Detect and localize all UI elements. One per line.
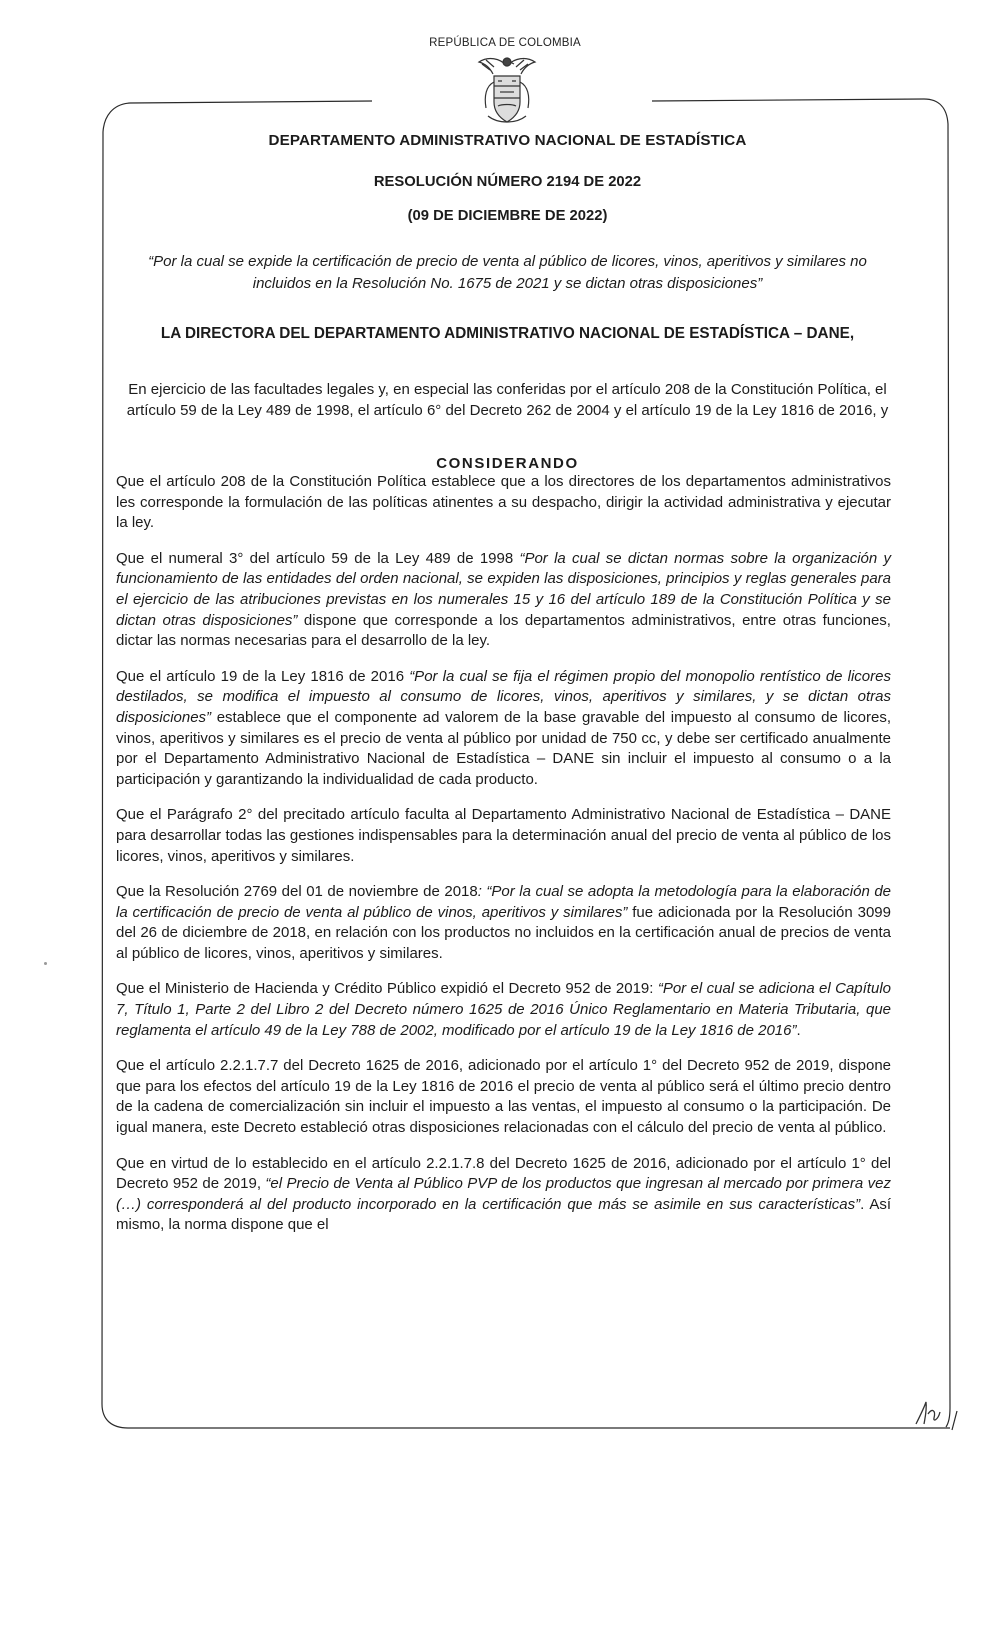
scan-speck bbox=[44, 962, 47, 965]
consideration-paragraph: Que el artículo 19 de la Ley 1816 de 2016 “Por la cual se fija el régimen propio del monopolio rentístico de licores destilados, se modifica el impuesto al consumo de licores, vinos, aperitivos y similares, y se dictan otras disposiciones” establece que el componente ad valorem de la base gravable del impuesto al consumo de licores, vinos, aperitivos y similares es el precio de venta al público por unidad de 750 cc, y debe ser certificado anualmente por el Departamento Administrativo Nacional de Estadística – DANE sin incluir el impuesto al consumo o a la participación y garantizando la individualidad de cada producto. bbox=[116, 667, 891, 788]
director-heading: LA DIRECTORA DEL DEPARTAMENTO ADMINISTRATIVO NACIONAL DE ESTADÍSTICA – DANE, bbox=[160, 325, 855, 343]
resolution-number: RESOLUCIÓN NÚMERO 2194 DE 2022 bbox=[373, 174, 642, 190]
resolution-subject: “Por la cual se expide la certificación de precio de venta al público de licores, vinos, aperitivos y similares no incluidos en la Resolución No. 1675 de 2021 y se dictan otras disposiciones” bbox=[148, 253, 867, 292]
consideration-paragraph: Que el artículo 2.2.1.7.7 del Decreto 1625 de 2016, adicionado por el artículo 1° del Decreto 952 de 2019, dispone que para los efectos del artículo 19 de la Ley 1816 de 2016 el precio de venta al público será el último precio dentro de la cadena de comercialización sin incluir el impuesto a las ventas, el impuesto al consumo o la participación. De igual manera, este Decreto estableció otras disposiciones relacionadas con el cálculo del precio de venta al público. bbox=[116, 1057, 891, 1137]
department-title: DEPARTAMENTO ADMINISTRATIVO NACIONAL DE ESTADÍSTICA bbox=[268, 132, 747, 149]
colombia-coat-of-arms-icon bbox=[476, 52, 538, 126]
consideration-paragraph: Que en virtud de lo establecido en el artículo 2.2.1.7.8 del Decreto 1625 de 2016, adicionado por el artículo 1° del Decreto 952 de 2019, “el Precio de Venta al Público PVP de los productos que ingresan al mercado por primera vez (…) corresponderá al del producto incorporado en la certificación que más se asimile en sus características”. Así mismo, la norma dispone que el bbox=[116, 1154, 892, 1234]
considerando-heading: CONSIDERANDO bbox=[436, 455, 579, 472]
country-header: REPÚBLICA DE COLOMBIA bbox=[429, 37, 581, 49]
consideration-paragraph: Que el artículo 208 de la Constitución Política establece que a los directores de los departamentos administrativos les corresponde la formulación de las políticas atinentes a su despacho, dirigir la actividad administrativa y ejecutar la ley. bbox=[116, 473, 891, 532]
consideration-paragraph: Que el numeral 3° del artículo 59 de la Ley 489 de 1998 “Por la cual se dictan normas sobre la organización y funcionamiento de las entidades del orden nacional, se expiden las disposiciones, principios y reglas generales para el ejercicio de las atribuciones previstas en los numerales 15 y 16 del artículo 189 de la Constitución Política y se dictan otras disposiciones” dispone que corresponde a los departamentos administrativos, entre otras funciones, dictar las normas necesarias para el desarrollo de la ley. bbox=[116, 549, 891, 650]
consideration-paragraph: Que el Parágrafo 2° del precitado artículo faculta al Departamento Administrativo Nacional de Estadística – DANE para desarrollar todas las gestiones indispensables para la determinación anual del precio de venta al público de los licores, vinos, aperitivos y similares. bbox=[116, 806, 891, 865]
consideration-paragraph: Que el Ministerio de Hacienda y Crédito Público expidió el Decreto 952 de 2019: “Por el cual se adiciona el Capítulo 7, Título 1, Parte 2 del Libro 2 del Decreto número 1625 de 2016 Único Reglamentario en Materia Tributaria, que reglamenta el artículo 49 de la Ley 788 de 2002, modificado por el artículo 19 de la Ley 1816 de 2016”. bbox=[116, 980, 891, 1039]
considerations-list bbox=[116, 472, 891, 1251]
legal-authority-intro: En ejercicio de las facultades legales y, en especial las conferidas por el artículo 208 de la Constitución Política, el artículo 59 de la Ley 489 de 1998, el artículo 6° del Decreto 262 de 2004 y el artículo 19 de la Ley 1816 de 2016, y bbox=[126, 381, 889, 419]
handwritten-initials-icon bbox=[912, 1398, 946, 1428]
consideration-paragraph: Que la Resolución 2769 del 01 de noviembre de 2018: “Por la cual se adopta la metodología para la elaboración de la certificación de precio de venta al público de vinos, aperitivos y similares” fue adicionada por la Resolución 3099 del 26 de diciembre de 2018, en relación con los productos no incluidos en la certificación anual de precios de venta al público de licores, vinos, aperitivos y similares. bbox=[116, 883, 891, 962]
resolution-date: (09 DE DICIEMBRE DE 2022) bbox=[407, 208, 608, 224]
